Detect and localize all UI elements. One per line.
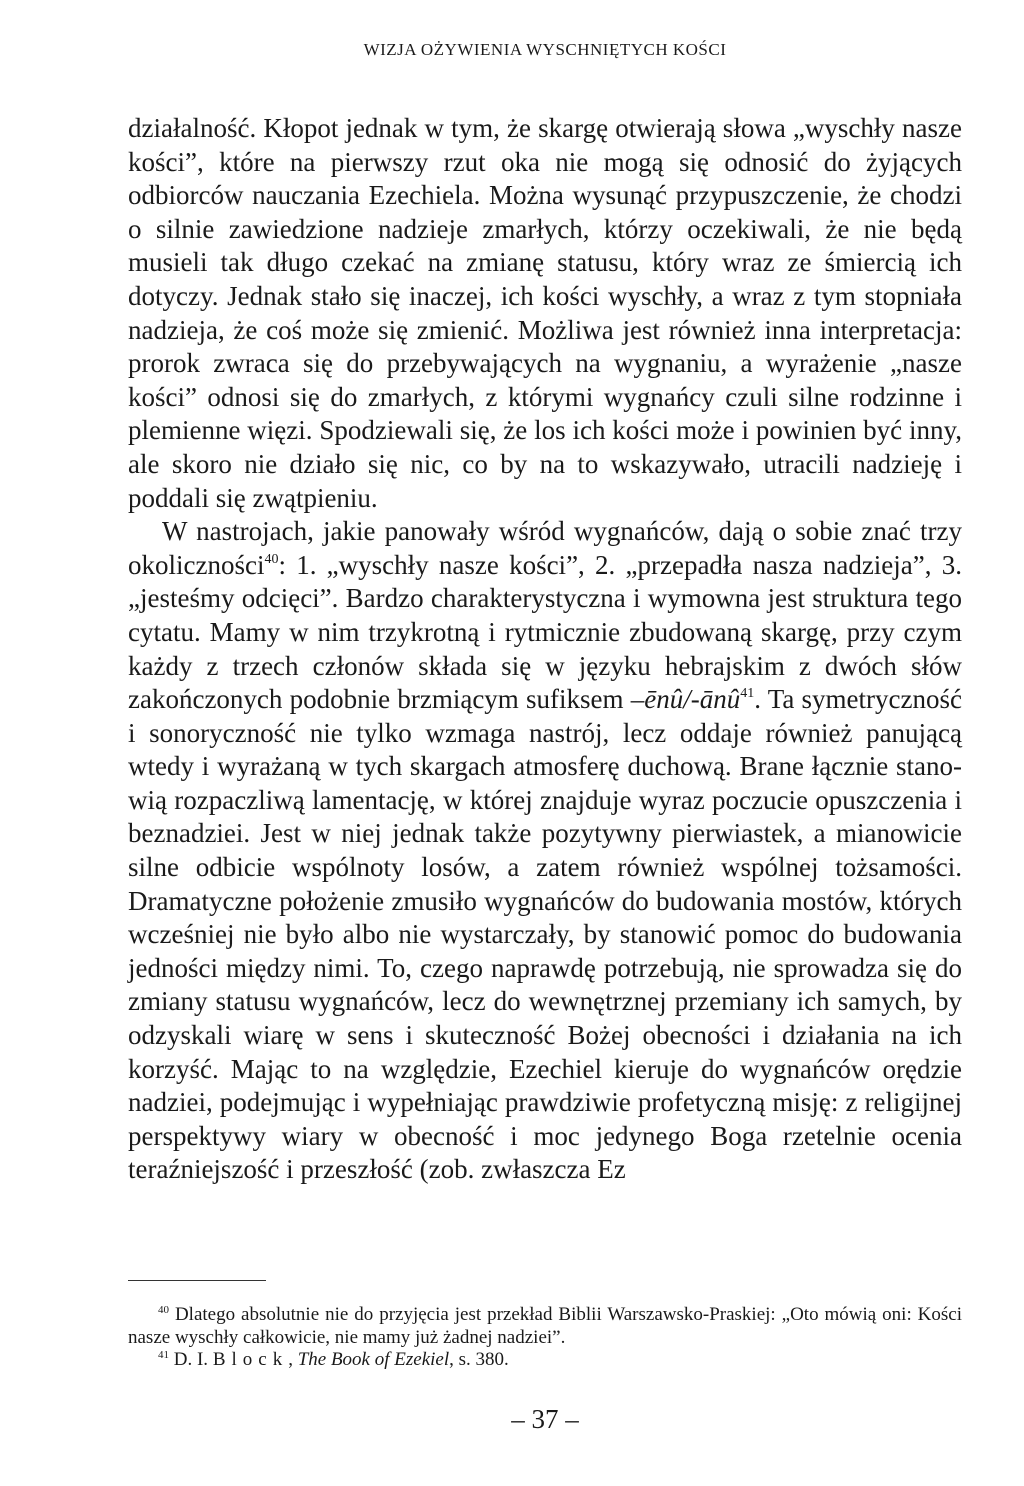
footnote-book-title: The Book of Ezekiel <box>297 1349 450 1370</box>
paragraph-1: działalność. Kłopot jednak w tym, że skargę otwierają słowa „wyschły nasze kości”, które na pierwszy rzut oka nie mogą się odnosić do żyjących odbiorców nauczania Ezechiela. Można wysunąć przypuszczenie, że chodzi o silnie zawiedzione nadzieje zmarłych, którzy oczekiwali, że nie będą musieli tak długo czekać na zmianę statusu, który wraz ze śmiercią ich dotyczy. Jednak stało się inaczej, ich kości wyschły, a wraz z tym stopniała nadzieja, że coś może się zmienić. Możliwa jest również inna interpretacja: prorok zwraca się do przebywających na wygnaniu, a wyrażenie „nasze kości” odnosi się do zmarłych, z którymi wygnańcy czuli silne rodzinne i plemienne więzi. Spodziewali się, że los ich kości może i powinien być inny, ale skoro nie działo się nic, co by na to wskazywało, utracili nadzieję i poddali się zwątpieniu. <box>128 113 962 513</box>
running-head: WIZJA OŻYWIENIA WYSCHNIĘTYCH KOŚCI <box>363 40 727 59</box>
footnote-41 <box>128 1349 962 1372</box>
footnote-rule <box>128 1280 266 1281</box>
paragraph-2-part-1: W nastrojach, jakie panowały wśród wygnańców, dają o sobie znać trzy okoliczności <box>128 516 962 580</box>
body-text <box>128 112 962 1187</box>
footnotes <box>128 1304 962 1372</box>
footnote-page-ref: , s. 380. <box>449 1349 509 1370</box>
footnote-author-initials: D. I. <box>173 1349 213 1370</box>
paragraph-2-part-2: : 1. „wyschły nasze kości”, 2. „przepadła nasza nadzieja”, 3. „jesteśmy odcięci”. Bardzo charakterystyczna i wymowna jest struktura tego cytatu. Mamy w nim trzykrotną i rytmicznie zbudowaną skargę, przy czym każdy z trzech członów składa się w języku hebrajskim z dwóch słów zakończonych podobnie brzmiącym sufiksem <box>128 549 962 715</box>
paragraph-2-part-3: . Ta symetryczność i sonoryczność nie tylko wzmaga nastrój, lecz oddaje również panującą wtedy i wyrażaną w tych skargach atmosferę duchową. Brane łącznie stanowią rozpaczliwą lamentację, w której znajduje wyraz poczucie opuszczenia i beznadziei. Jest w niej jednak także pozytywny pierwiastek, a mianowicie silne odbicie wspólnoty losów, a zatem również wspólnej tożsamości. Dramatyczne położenie zmusiło wygnańców do budowania mostów, których wcześniej nie było albo nie wystarczały, by stanowić pomoc do budowania jedności między nimi. To, czego naprawdę potrzebują, nie sprowadza się do zmiany statusu wygnańców, lecz do wewnętrznej przemiany ich samych, by odzyskali wiarę w sens i skuteczność Bożej obecności i działania na ich korzyść. Mając to na względzie, Ezechiel kieruje do wygnańców orędzie nadziei, podejmując i wypełniając prawdziwie profetyczną misję: z religijnej perspektywy wiary w obecność i moc jedynego Boga rzetelnie ocenia teraźniejszość i przeszłość (zob. zwłaszcza Ez <box>128 684 962 1185</box>
footnote-number: 41 <box>158 1349 169 1361</box>
footnote-text: Dlatego absolutnie nie do przyjęcia jest przekład Biblii Warszawsko-Praskiej: „Oto mówią oni: Kości nasze wyschły całkowicie, nie mamy już żadnej nadziei”. <box>128 1304 963 1348</box>
hebrew-suffix: –ēnû/-ānû <box>630 684 741 715</box>
book-page <box>128 0 962 1486</box>
footnote-separator: , <box>288 1349 298 1370</box>
footnote-40 <box>128 1304 962 1349</box>
paragraph-2 <box>128 515 962 1187</box>
footnote-number: 40 <box>158 1304 169 1316</box>
footnote-ref-40: 40 <box>264 551 279 567</box>
footnote-author-surname: Block <box>212 1349 289 1370</box>
page-number: – 37 – <box>511 1404 579 1434</box>
footnote-ref-41: 41 <box>740 686 755 702</box>
